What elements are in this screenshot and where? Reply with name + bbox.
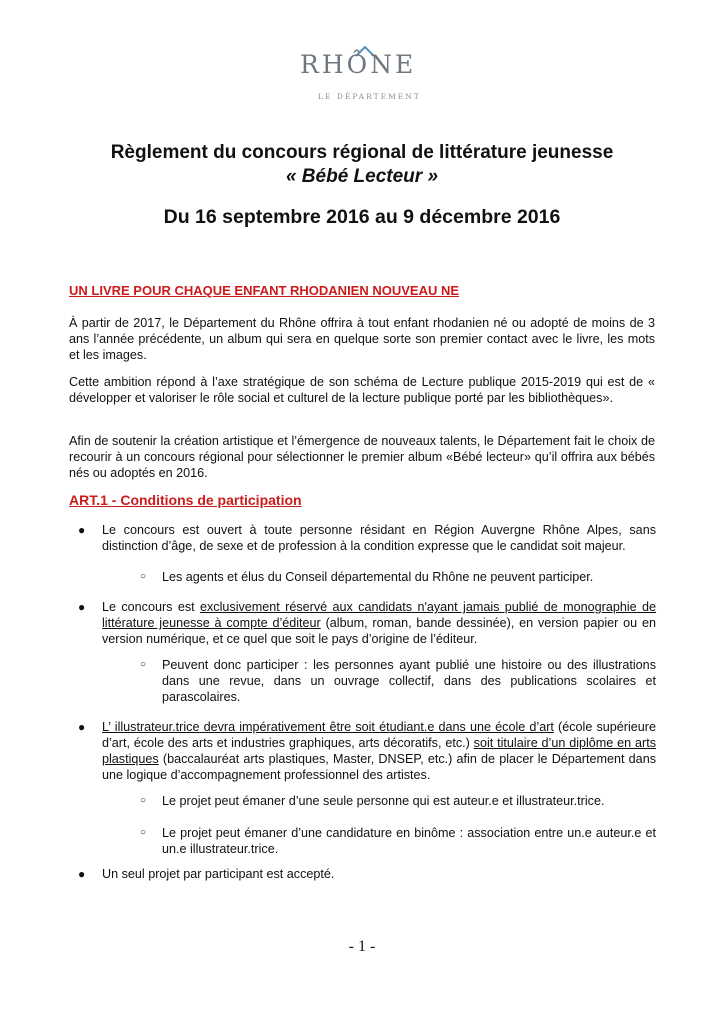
circle-bullet-icon: ○ <box>140 659 147 670</box>
document-title: Règlement du concours régional de littérature jeunesse <box>110 142 614 163</box>
bullet-icon: ● <box>78 720 86 734</box>
sub-list-item-text: Le projet peut émaner d’une candidature en binôme : association entre un.e auteur.e et un.e illustrateur.trice. <box>162 826 656 856</box>
bullet-icon: ● <box>78 867 86 881</box>
sub-list-item-text: Peuvent donc participer : les personnes ayant publié une histoire ou des illustrations dans une revue, dans un ouvrage collectif, dans des publications scolaires et parascolaires. <box>162 658 656 704</box>
logo-subtitle: LE DÉPARTEMENT <box>318 92 421 101</box>
bullet-icon: ● <box>78 523 86 537</box>
section-heading-art1: ART.1 - Conditions de participation <box>69 492 302 508</box>
circle-bullet-icon: ○ <box>140 827 147 838</box>
circle-bullet-icon: ○ <box>140 795 147 806</box>
contest-dates: Du 16 septembre 2016 au 9 décembre 2016 <box>163 206 561 228</box>
list-item-text: Le concours est ouvert à toute personne résidant en Région Auvergne Rhône Alpes, sans distinction d’âge, de sexe et de profession à la condition expresse que le candidat soit majeur. <box>102 523 656 553</box>
sub-list-item-text: Les agents et élus du Conseil départemental du Rhône ne peuvent participer. <box>162 570 594 584</box>
list-item-text: Un seul projet par participant est accepté. <box>102 867 335 881</box>
list-item-text: Le concours est exclusivement réservé aux candidats n'ayant jamais publié de monographie de littérature jeunesse à compte d’éditeur (album, roman, bande dessinée), en version papier ou en version numérique, et ce quel que soit le pays d’origine de l’éditeur. <box>102 600 657 646</box>
paragraph-ambition: Cette ambition répond à l’axe stratégique de son schéma de Lecture publique 2015-2019 qui est de « développer et valoriser le rôle social et culturel de la lecture publique porté par les bibliothèques». <box>69 375 655 405</box>
logo-wordmark: RHÔNE <box>300 50 417 79</box>
page-number: - 1 - <box>348 938 376 955</box>
paragraph-concours: Afin de soutenir la création artistique et l’émergence de nouveaux talents, le Département fait le choix de recourir à un concours régional pour sélectionner le premier album «Bébé lecteur» qu’il offrira aux bébés nés ou adoptés en 2016. <box>69 434 655 480</box>
circle-bullet-icon: ○ <box>140 571 147 582</box>
rhone-logo <box>300 50 440 106</box>
bullet-icon: ● <box>78 600 86 614</box>
sub-list-item-text: Le projet peut émaner d’une seule personne qui est auteur.e et illustrateur.trice. <box>162 794 605 808</box>
section-heading-livre: UN LIVRE POUR CHAQUE ENFANT RHODANIEN NOUVEAU NE <box>69 283 460 298</box>
paragraph-intro: À partir de 2017, le Département du Rhône offrira à tout enfant rhodanien né ou adopté de moins de 3 ans l’année précédente, un album qui sera en quelque sorte son premier contact avec le livre, les mots et les images. <box>69 316 655 362</box>
document-subtitle: « Bébé Lecteur » <box>285 166 439 187</box>
list-item-text: L’ illustrateur.trice devra impérativement être soit étudiant.e dans une école d’art (école supérieure d’art, école des arts et industries graphiques, arts décoratifs, etc.) soit titulaire d’un diplôme en arts plastiques (baccalauréat arts plastiques, Master, DNSEP, etc.) afin de placer le Département dans une logique d’accompagnement professionnel des artistes. <box>102 720 656 782</box>
